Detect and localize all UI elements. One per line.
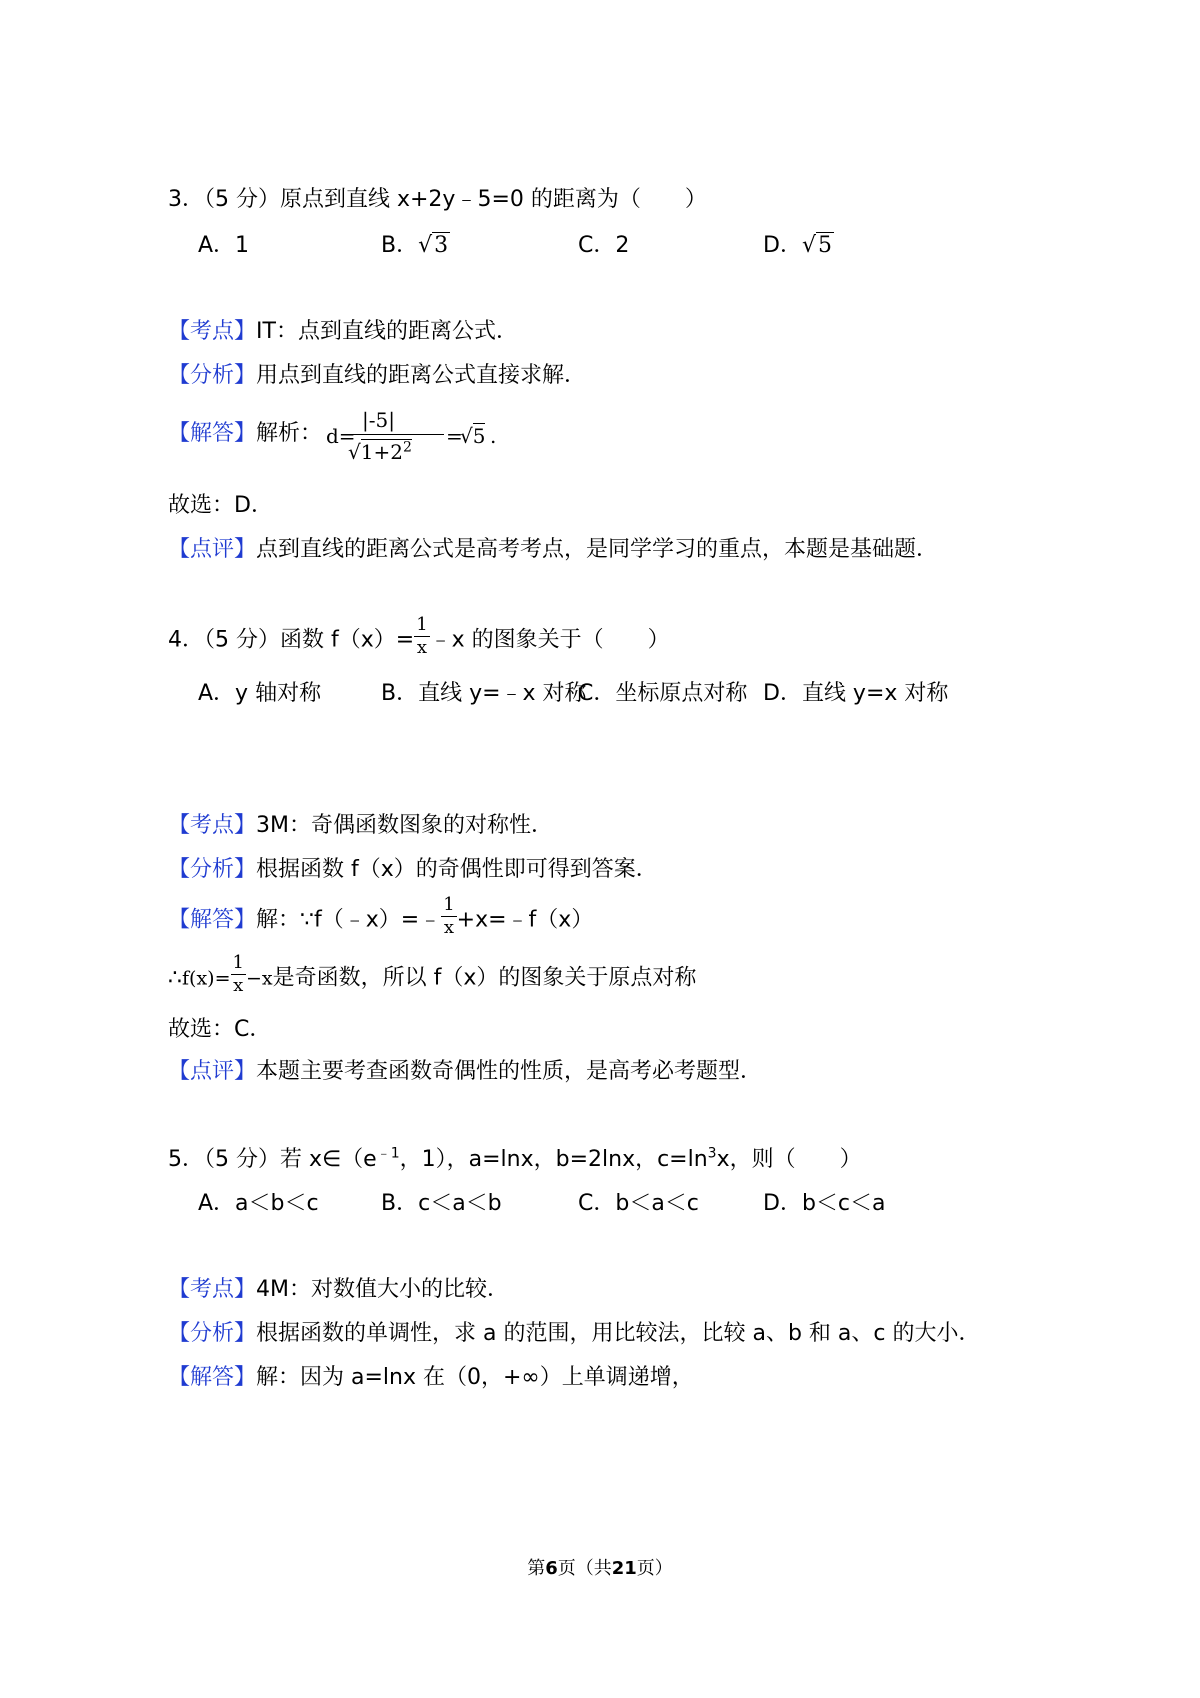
q3-option-d-radicand: 5 [817,233,832,258]
q3-option-b [381,232,450,260]
q5-fenxi [168,1320,980,1348]
formula-denominator-base: 1+2 [360,440,403,464]
fenxi-tag: 【分析】 [168,1321,257,1346]
q4-jieda-frac-den: x [443,917,455,938]
q4-dianping-text: 本题主要考查函数奇偶性的性质，是高考必考题型． [256,1059,763,1084]
q4-therefore-frac-den: x [233,975,244,996]
q5-jieda [168,1364,694,1392]
formula-equals: = [446,424,463,448]
q3-option-b-label: B． [381,233,419,258]
q5-jieda-text: 解：因为 a=lnx 在（0，+∞）上单调递增， [256,1365,694,1390]
q3-jieda [168,420,322,448]
q3-dianping [168,536,938,564]
formula-denominator: $√1+2^2$ [348,439,412,464]
formula-denominator-exponent: 2 [402,439,412,456]
q3-option-d [763,232,834,260]
q4-option-a: A．y 轴对称 [198,681,322,706]
formula-result-radicand: 5 [472,424,486,448]
q5-kaodian-text: 4M：对数值大小的比较． [256,1277,509,1302]
q5-stem [168,1146,862,1174]
q3-fenxi [168,362,586,390]
q4-stem [168,614,670,659]
formula-period: . [490,424,497,448]
q3-stem: 3．（5 分）原点到直线 x+2y﹣5=0 的距离为（ ） [168,187,707,212]
q4-jieda-a: 解：∵f（﹣x）=﹣ [256,907,442,933]
q4-fenxi-text: 根据函数 f（x）的奇偶性即可得到答案． [256,857,658,882]
q4-fx-tail: −x [245,967,273,990]
q4-therefore-frac-num: 1 [232,952,244,973]
q4-fx-label: f(x)= [182,967,231,990]
q4-jieda-b: +x=﹣f（x） [456,907,594,933]
fenxi-tag: 【分析】 [168,363,257,388]
jieda-tag: 【解答】 [168,907,257,933]
q4-option-c: C．坐标原点对称 [578,681,748,706]
formula-fraction-bar [350,434,444,435]
q3-option-a: A．1 [198,233,250,258]
q4-stem-b: ﹣x 的图象关于（ ） [429,627,670,653]
fenxi-tag: 【分析】 [168,857,257,882]
q4-jieda [168,894,594,939]
formula-result: √5 [460,424,486,448]
q3-kaodian-text: IT：点到直线的距离公式． [256,319,518,344]
formula-lhs: d= [326,424,356,448]
q3-guxuan: 故选：D． [168,493,273,518]
q4-jieda-fraction [441,894,456,939]
sqrt-symbol: √5 [801,233,832,258]
q4-frac-num: 1 [416,614,428,635]
q4-jieda-frac-num: 1 [443,894,455,915]
q4-fenxi [168,856,658,884]
page-footer [0,1554,1200,1580]
kaodian-tag: 【考点】 [168,319,257,344]
q5-stem-a: 5．（5 分）若 x∈（e [168,1147,377,1172]
q3-jieda-prefix: 解析： [256,421,323,446]
q5-stem-c: x，则（ ） [716,1147,862,1172]
q5-option-c: C．b＜a＜c [578,1191,699,1216]
q3-option-c: C．2 [578,233,630,258]
q5-option-b: B．c＜a＜b [381,1191,502,1216]
q3-kaodian [168,318,518,346]
q5-stem-b: ，1），a=lnx，b=2lnx，c=ln [399,1147,708,1172]
jieda-tag: 【解答】 [168,421,257,446]
kaodian-tag: 【考点】 [168,813,257,838]
q4-therefore-text: 是奇函数，所以 f（x）的图象关于原点对称 [272,965,697,991]
q3-option-b-radicand: 3 [434,233,449,258]
q5-fenxi-text: 根据函数的单调性，求 a 的范围，用比较法，比较 a、b 和 a、c 的大小． [256,1321,981,1346]
q5-stem-exp1: ﹣1 [376,1145,400,1162]
sqrt-symbol: √3 [418,233,449,258]
q4-kaodian-text: 3M：奇偶函数图象的对称性． [256,813,553,838]
dianping-tag: 【点评】 [168,537,257,562]
total-pages: 21 [611,1558,637,1579]
jieda-tag: 【解答】 [168,1365,257,1390]
q4-guxuan: 故选：C． [168,1017,272,1042]
kaodian-tag: 【考点】 [168,1277,257,1302]
q5-option-d: D．b＜c＜a [763,1191,886,1216]
q5-option-a: A．a＜b＜c [198,1191,319,1216]
footer-mid: 页（共 [557,1558,612,1579]
footer-prefix: 第 [527,1558,546,1579]
q4-fraction [414,614,429,659]
q3-fenxi-text: 用点到直线的距离公式直接求解． [256,363,587,388]
q4-option-d: D．直线 y=x 对称 [763,681,949,706]
q4-kaodian [168,812,553,840]
q3-option-d-label: D． [763,233,802,258]
q5-stem-exp2: 3 [707,1145,717,1162]
q3-dianping-text: 点到直线的距离公式是高考考点，是同学学习的重点，本题是基础题． [256,537,939,562]
therefore-symbol: ∴ [168,965,182,991]
formula-numerator: |-5| [362,408,395,432]
q4-therefore-fraction [231,952,246,997]
dianping-tag: 【点评】 [168,1059,257,1084]
q5-kaodian [168,1276,509,1304]
q4-stem-a: 4．（5 分）函数 f（x）= [168,627,415,653]
q4-frac-den: x [416,637,427,658]
page-number: 6 [545,1558,558,1579]
footer-suffix: 页） [636,1558,673,1579]
q4-option-b: B．直线 y=﹣x 对称 [381,681,587,706]
q4-therefore [168,952,697,997]
q4-dianping [168,1058,762,1086]
